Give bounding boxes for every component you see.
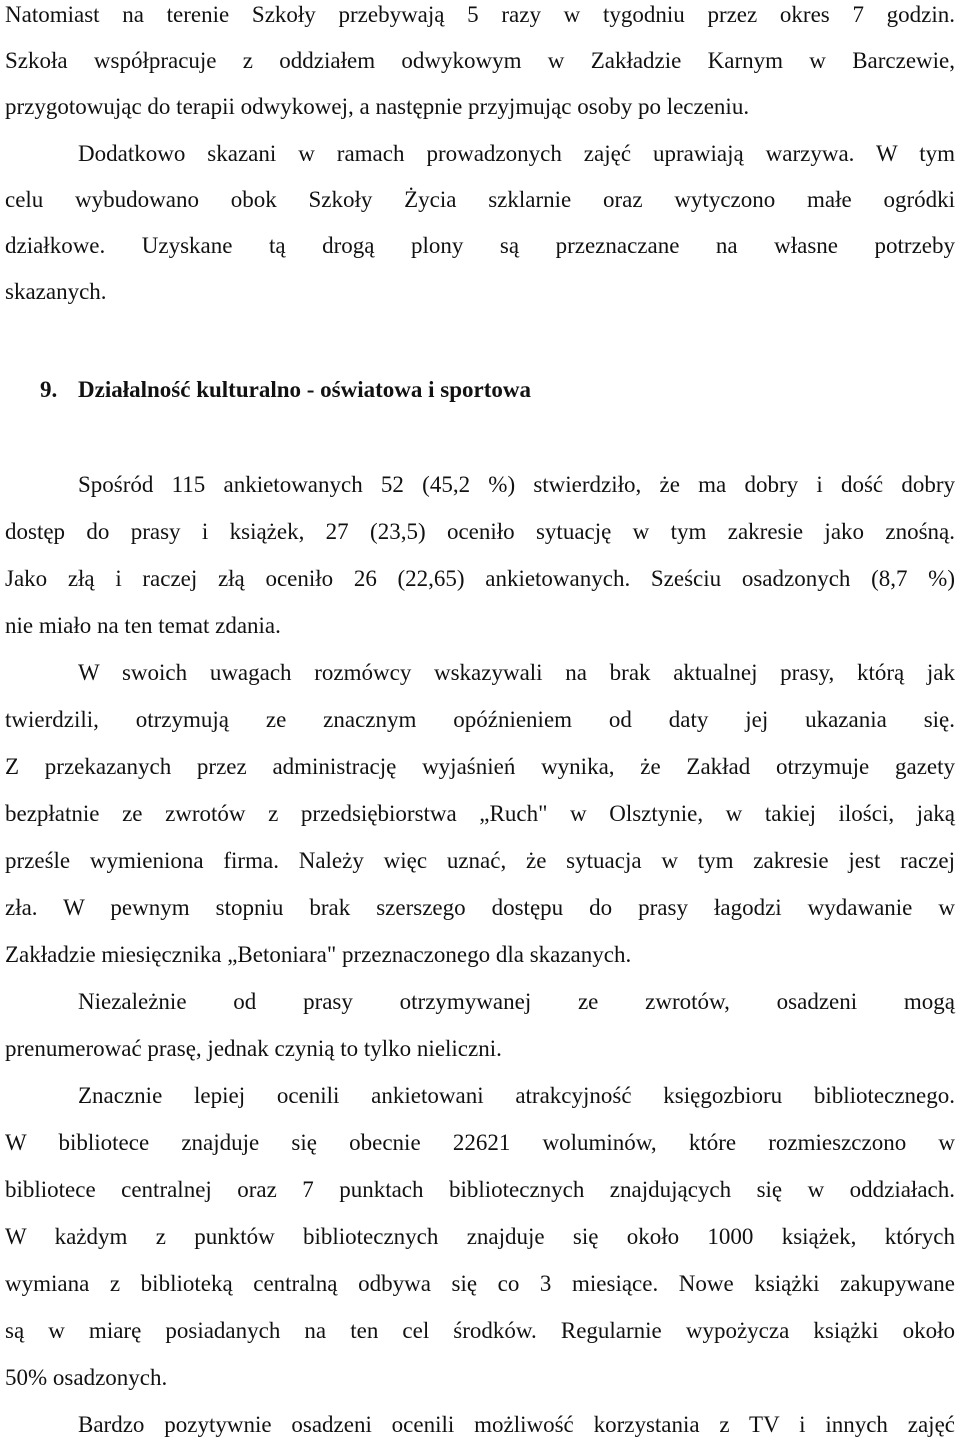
section-heading: [40, 375, 940, 405]
text-line: Bardzo pozytywnie osadzeni ocenili możliwość korzystania z TV i innych zajęć: [78, 1412, 955, 1437]
text-line: dostęp do prasy i książek, 27 (23,5) oceniło sytuację w tym zakresie jako znośną.: [5, 519, 955, 544]
section-title: Działalność kulturalno - oświatowa i sportowa: [78, 377, 531, 402]
text-line: są w miarę posiadanych na ten cel środków. Regularnie wypożycza książki około: [5, 1318, 955, 1343]
text-line: 50% osadzonych.: [5, 1365, 168, 1390]
text-line: Szkoła współpracuje z oddziałem odwykowym w Zakładzie Karnym w Barczewie,: [5, 48, 955, 73]
section-number: 9.: [40, 377, 58, 402]
text-line: prenumerować prasę, jednak czynią to tylko nieliczni.: [5, 1036, 502, 1061]
text-line: skazanych.: [5, 279, 107, 304]
text-line: W każdym z punktów bibliotecznych znajduje się około 1000 książek, których: [5, 1224, 955, 1249]
text-line: Niezależnie od prasy otrzymywanej ze zwrotów, osadzeni mogą: [78, 989, 955, 1014]
text-line: Jako złą i raczej złą oceniło 26 (22,65) ankietowanych. Sześciu osadzonych (8,7 %): [5, 566, 955, 591]
text-line: wymiana z biblioteką centralną odbywa się co 3 miesiące. Nowe książki zakupywane: [5, 1271, 955, 1296]
text-line: nie miało na ten temat zdania.: [5, 613, 281, 638]
text-line: Z przekazanych przez administrację wyjaśnień wynika, że Zakład otrzymuje gazety: [5, 754, 955, 779]
text-line: Znacznie lepiej ocenili ankietowani atrakcyjność księgozbioru bibliotecznego.: [78, 1083, 955, 1108]
text-line: działkowe. Uzyskane tą drogą plony są przeznaczane na własne potrzeby: [5, 233, 955, 258]
text-line: Natomiast na terenie Szkoły przebywają 5 razy w tygodniu przez okres 7 godzin.: [5, 2, 955, 27]
text-line: Dodatkowo skazani w ramach prowadzonych zajęć uprawiają warzywa. W tym: [78, 141, 955, 166]
text-line: bibliotece centralnej oraz 7 punktach bibliotecznych znajdujących się w oddziałach.: [5, 1177, 955, 1202]
text-line: twierdzili, otrzymują ze znacznym opóźnieniem od daty jej ukazania się.: [5, 707, 955, 732]
text-line: bezpłatnie ze zwrotów z przedsiębiorstwa „Ruch" w Olsztynie, w takiej ilości, jaką: [5, 801, 955, 826]
text-line: W swoich uwagach rozmówcy wskazywali na brak aktualnej prasy, którą jak: [78, 660, 955, 685]
text-line: prześle wymieniona firma. Należy więc uznać, że sytuacja w tym zakresie jest raczej: [5, 848, 955, 873]
text-line: Spośród 115 ankietowanych 52 (45,2 %) stwierdziło, że ma dobry i dość dobry: [78, 472, 955, 497]
text-line: przygotowując do terapii odwykowej, a następnie przyjmując osoby po leczeniu.: [5, 94, 750, 119]
text-line: zła. W pewnym stopniu brak szerszego dostępu do prasy łagodzi wydawanie w: [5, 895, 955, 920]
text-line: W bibliotece znajduje się obecnie 22621 woluminów, które rozmieszczono w: [5, 1130, 955, 1155]
text-line: Zakładzie miesięcznika „Betoniara" przeznaczonego dla skazanych.: [5, 942, 632, 967]
text-line: celu wybudowano obok Szkoły Życia szklarnie oraz wytyczono małe ogródki: [5, 187, 955, 212]
